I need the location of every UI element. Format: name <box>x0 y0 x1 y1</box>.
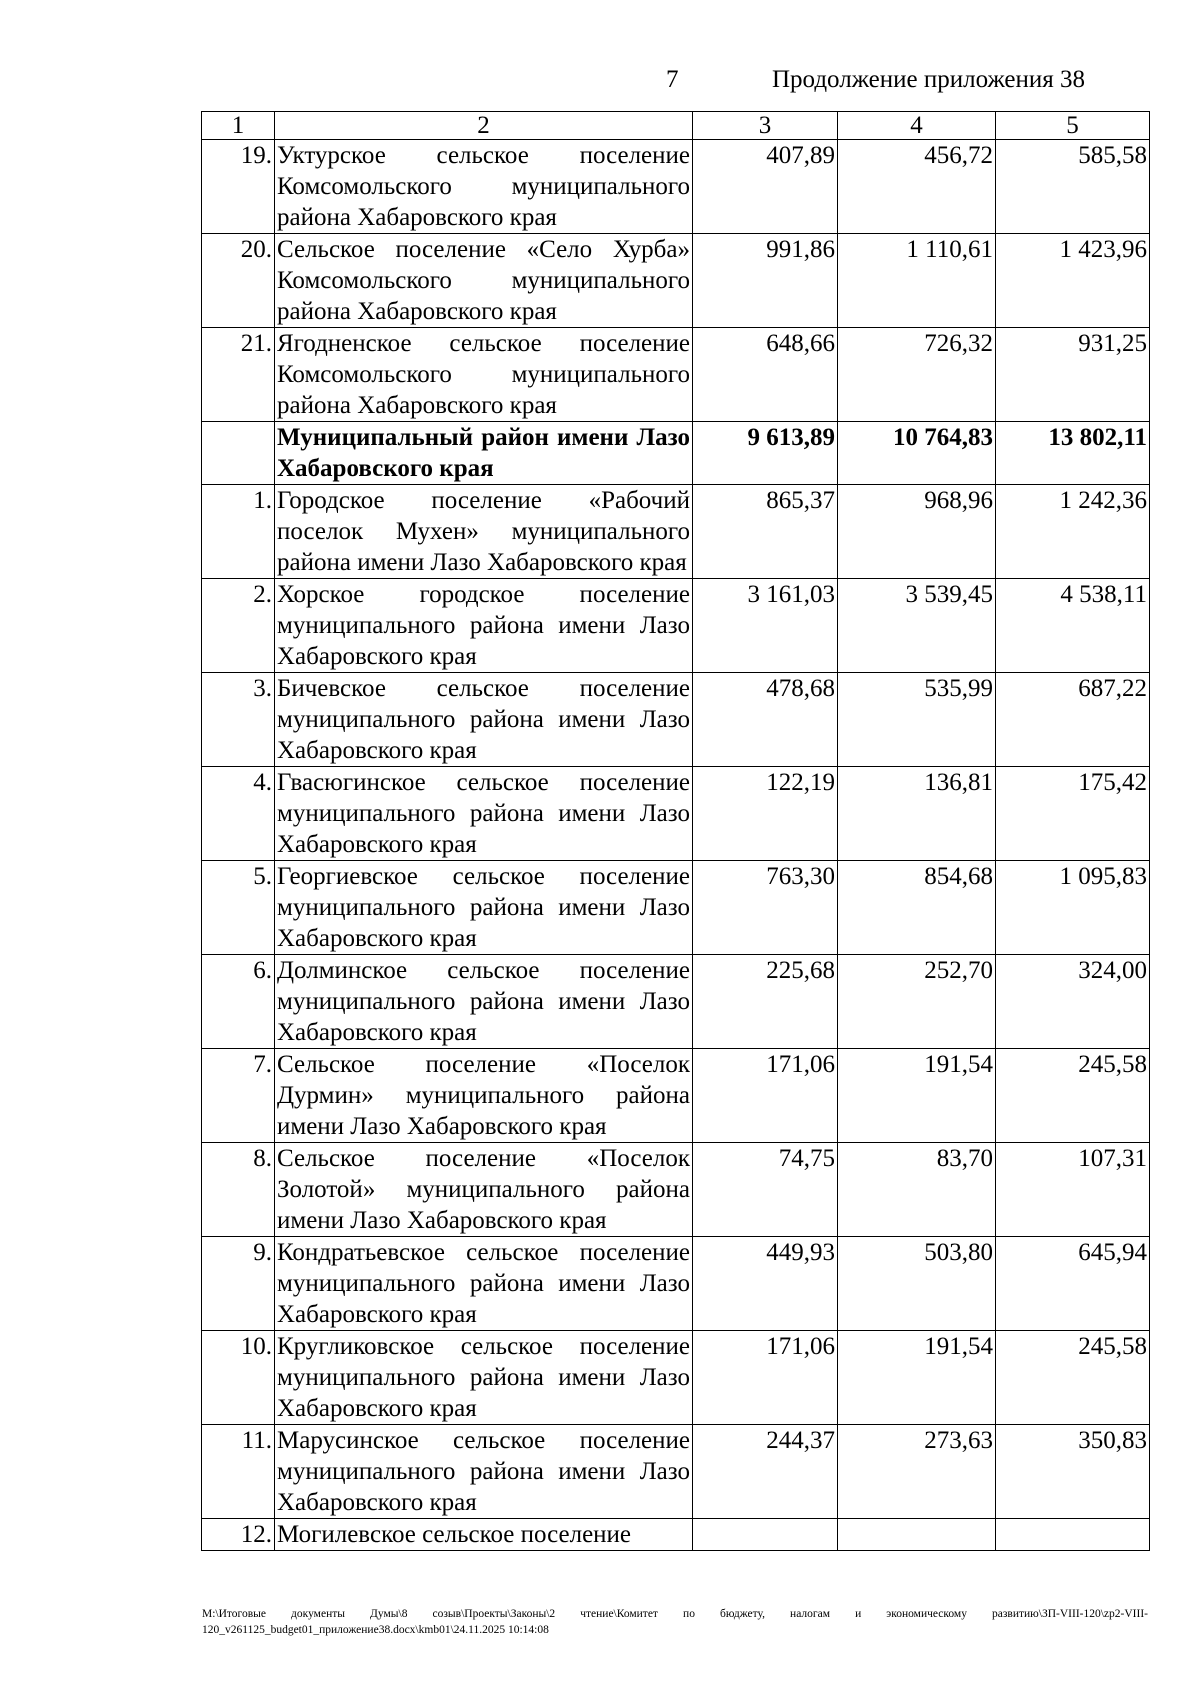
row-number: 6. <box>202 955 275 1049</box>
settlement-name: Кондратьевское сельское поселение муниципального района имени Лазо Хабаровского края <box>275 1237 693 1331</box>
table-row <box>202 579 1150 673</box>
value-col5: 350,83 <box>996 1425 1150 1519</box>
value-col3: 478,68 <box>693 673 838 767</box>
settlement-name: Гвасюгинское сельское поселение муниципального района имени Лазо Хабаровского края <box>275 767 693 861</box>
table-row-total <box>202 422 1150 485</box>
row-number: 9. <box>202 1237 275 1331</box>
continuation-title: Продолжение приложения 38 <box>772 66 1086 93</box>
table-row <box>202 140 1150 234</box>
value-col5: 245,58 <box>996 1049 1150 1143</box>
value-col4: 10 764,83 <box>838 422 996 485</box>
row-number: 3. <box>202 673 275 767</box>
value-col3: 244,37 <box>693 1425 838 1519</box>
settlement-name: Сельское поселение «Поселок Золотой» муниципального района имени Лазо Хабаровского края <box>275 1143 693 1237</box>
row-number: 4. <box>202 767 275 861</box>
value-col3: 3 161,03 <box>693 579 838 673</box>
file-path-footer: М:\Итоговые документы Думы\8 созыв\Проекты\Законы\2 чтение\Комитет по бюджету, налогам и экономическому развитию\ЗП-VIII-120\zp2-VIII-120_v261125_budget01_приложение38.docx\kmb01\24.11.2025 10:14:08 <box>202 1608 1148 1636</box>
table-row <box>202 1519 1150 1551</box>
settlement-name: Муниципальный район имени Лазо Хабаровского края <box>275 422 693 485</box>
value-col5: 1 242,36 <box>996 485 1150 579</box>
value-col5: 4 538,11 <box>996 579 1150 673</box>
value-col5 <box>996 1519 1150 1551</box>
settlement-name: Городское поселение «Рабочий поселок Мухен» муниципального района имени Лазо Хабаровского края <box>275 485 693 579</box>
value-col5: 931,25 <box>996 328 1150 422</box>
value-col5: 245,58 <box>996 1331 1150 1425</box>
settlement-name: Уктурское сельское поселение Комсомольского муниципального района Хабаровского края <box>275 140 693 234</box>
value-col3: 9 613,89 <box>693 422 838 485</box>
value-col4: 273,63 <box>838 1425 996 1519</box>
value-col5: 585,58 <box>996 140 1150 234</box>
table-row <box>202 767 1150 861</box>
value-col4 <box>838 1519 996 1551</box>
table-row <box>202 1425 1150 1519</box>
table-row <box>202 1143 1150 1237</box>
value-col4: 191,54 <box>838 1331 996 1425</box>
table-row <box>202 328 1150 422</box>
value-col4: 968,96 <box>838 485 996 579</box>
value-col3: 991,86 <box>693 234 838 328</box>
settlement-name: Сельское поселение «Село Хурба» Комсомольского муниципального района Хабаровского края <box>275 234 693 328</box>
row-number: 10. <box>202 1331 275 1425</box>
table-row <box>202 955 1150 1049</box>
value-col5: 1 423,96 <box>996 234 1150 328</box>
value-col3: 449,93 <box>693 1237 838 1331</box>
table-row <box>202 1049 1150 1143</box>
row-number: 11. <box>202 1425 275 1519</box>
value-col4: 252,70 <box>838 955 996 1049</box>
value-col3: 865,37 <box>693 485 838 579</box>
value-col3: 122,19 <box>693 767 838 861</box>
settlement-name: Кругликовское сельское поселение муниципального района имени Лазо Хабаровского края <box>275 1331 693 1425</box>
value-col4: 535,99 <box>838 673 996 767</box>
value-col4: 191,54 <box>838 1049 996 1143</box>
value-col3: 407,89 <box>693 140 838 234</box>
table-header-row <box>202 112 1150 140</box>
row-number: 5. <box>202 861 275 955</box>
value-col4: 503,80 <box>838 1237 996 1331</box>
value-col4: 136,81 <box>838 767 996 861</box>
settlement-name: Марусинское сельское поселение муниципального района имени Лазо Хабаровского края <box>275 1425 693 1519</box>
row-number: 8. <box>202 1143 275 1237</box>
value-col3: 648,66 <box>693 328 838 422</box>
table-row <box>202 673 1150 767</box>
settlement-name: Долминское сельское поселение муниципального района имени Лазо Хабаровского края <box>275 955 693 1049</box>
value-col5: 175,42 <box>996 767 1150 861</box>
value-col4: 854,68 <box>838 861 996 955</box>
row-number: 12. <box>202 1519 275 1551</box>
row-number: 19. <box>202 140 275 234</box>
value-col5: 1 095,83 <box>996 861 1150 955</box>
value-col5: 13 802,11 <box>996 422 1150 485</box>
value-col3: 763,30 <box>693 861 838 955</box>
settlement-name: Ягодненское сельское поселение Комсомольского муниципального района Хабаровского края <box>275 328 693 422</box>
value-col3: 171,06 <box>693 1049 838 1143</box>
column-header: 3 <box>693 112 838 140</box>
value-col5: 687,22 <box>996 673 1150 767</box>
value-col5: 107,31 <box>996 1143 1150 1237</box>
column-header: 4 <box>838 112 996 140</box>
table-row <box>202 1237 1150 1331</box>
row-number: 20. <box>202 234 275 328</box>
column-header: 5 <box>996 112 1150 140</box>
table-row <box>202 861 1150 955</box>
table-row <box>202 234 1150 328</box>
value-col4: 3 539,45 <box>838 579 996 673</box>
row-number: 7. <box>202 1049 275 1143</box>
value-col3: 225,68 <box>693 955 838 1049</box>
page-number: 7 <box>666 66 679 93</box>
row-number <box>202 422 275 485</box>
value-col4: 83,70 <box>838 1143 996 1237</box>
value-col4: 1 110,61 <box>838 234 996 328</box>
settlement-name: Георгиевское сельское поселение муниципального района имени Лазо Хабаровского края <box>275 861 693 955</box>
row-number: 1. <box>202 485 275 579</box>
settlement-name: Бичевское сельское поселение муниципального района имени Лазо Хабаровского края <box>275 673 693 767</box>
appendix-table <box>201 111 1150 1551</box>
settlement-name: Сельское поселение «Поселок Дурмин» муниципального района имени Лазо Хабаровского края <box>275 1049 693 1143</box>
settlement-name: Хорское городское поселение муниципального района имени Лазо Хабаровского края <box>275 579 693 673</box>
value-col5: 645,94 <box>996 1237 1150 1331</box>
table-row <box>202 485 1150 579</box>
column-header: 2 <box>275 112 693 140</box>
value-col4: 726,32 <box>838 328 996 422</box>
value-col3: 171,06 <box>693 1331 838 1425</box>
row-number: 2. <box>202 579 275 673</box>
settlement-name: Могилевское сельское поселение <box>275 1519 693 1551</box>
table-row <box>202 1331 1150 1425</box>
value-col4: 456,72 <box>838 140 996 234</box>
value-col3: 74,75 <box>693 1143 838 1237</box>
value-col5: 324,00 <box>996 955 1150 1049</box>
value-col3 <box>693 1519 838 1551</box>
row-number: 21. <box>202 328 275 422</box>
column-header: 1 <box>202 112 275 140</box>
